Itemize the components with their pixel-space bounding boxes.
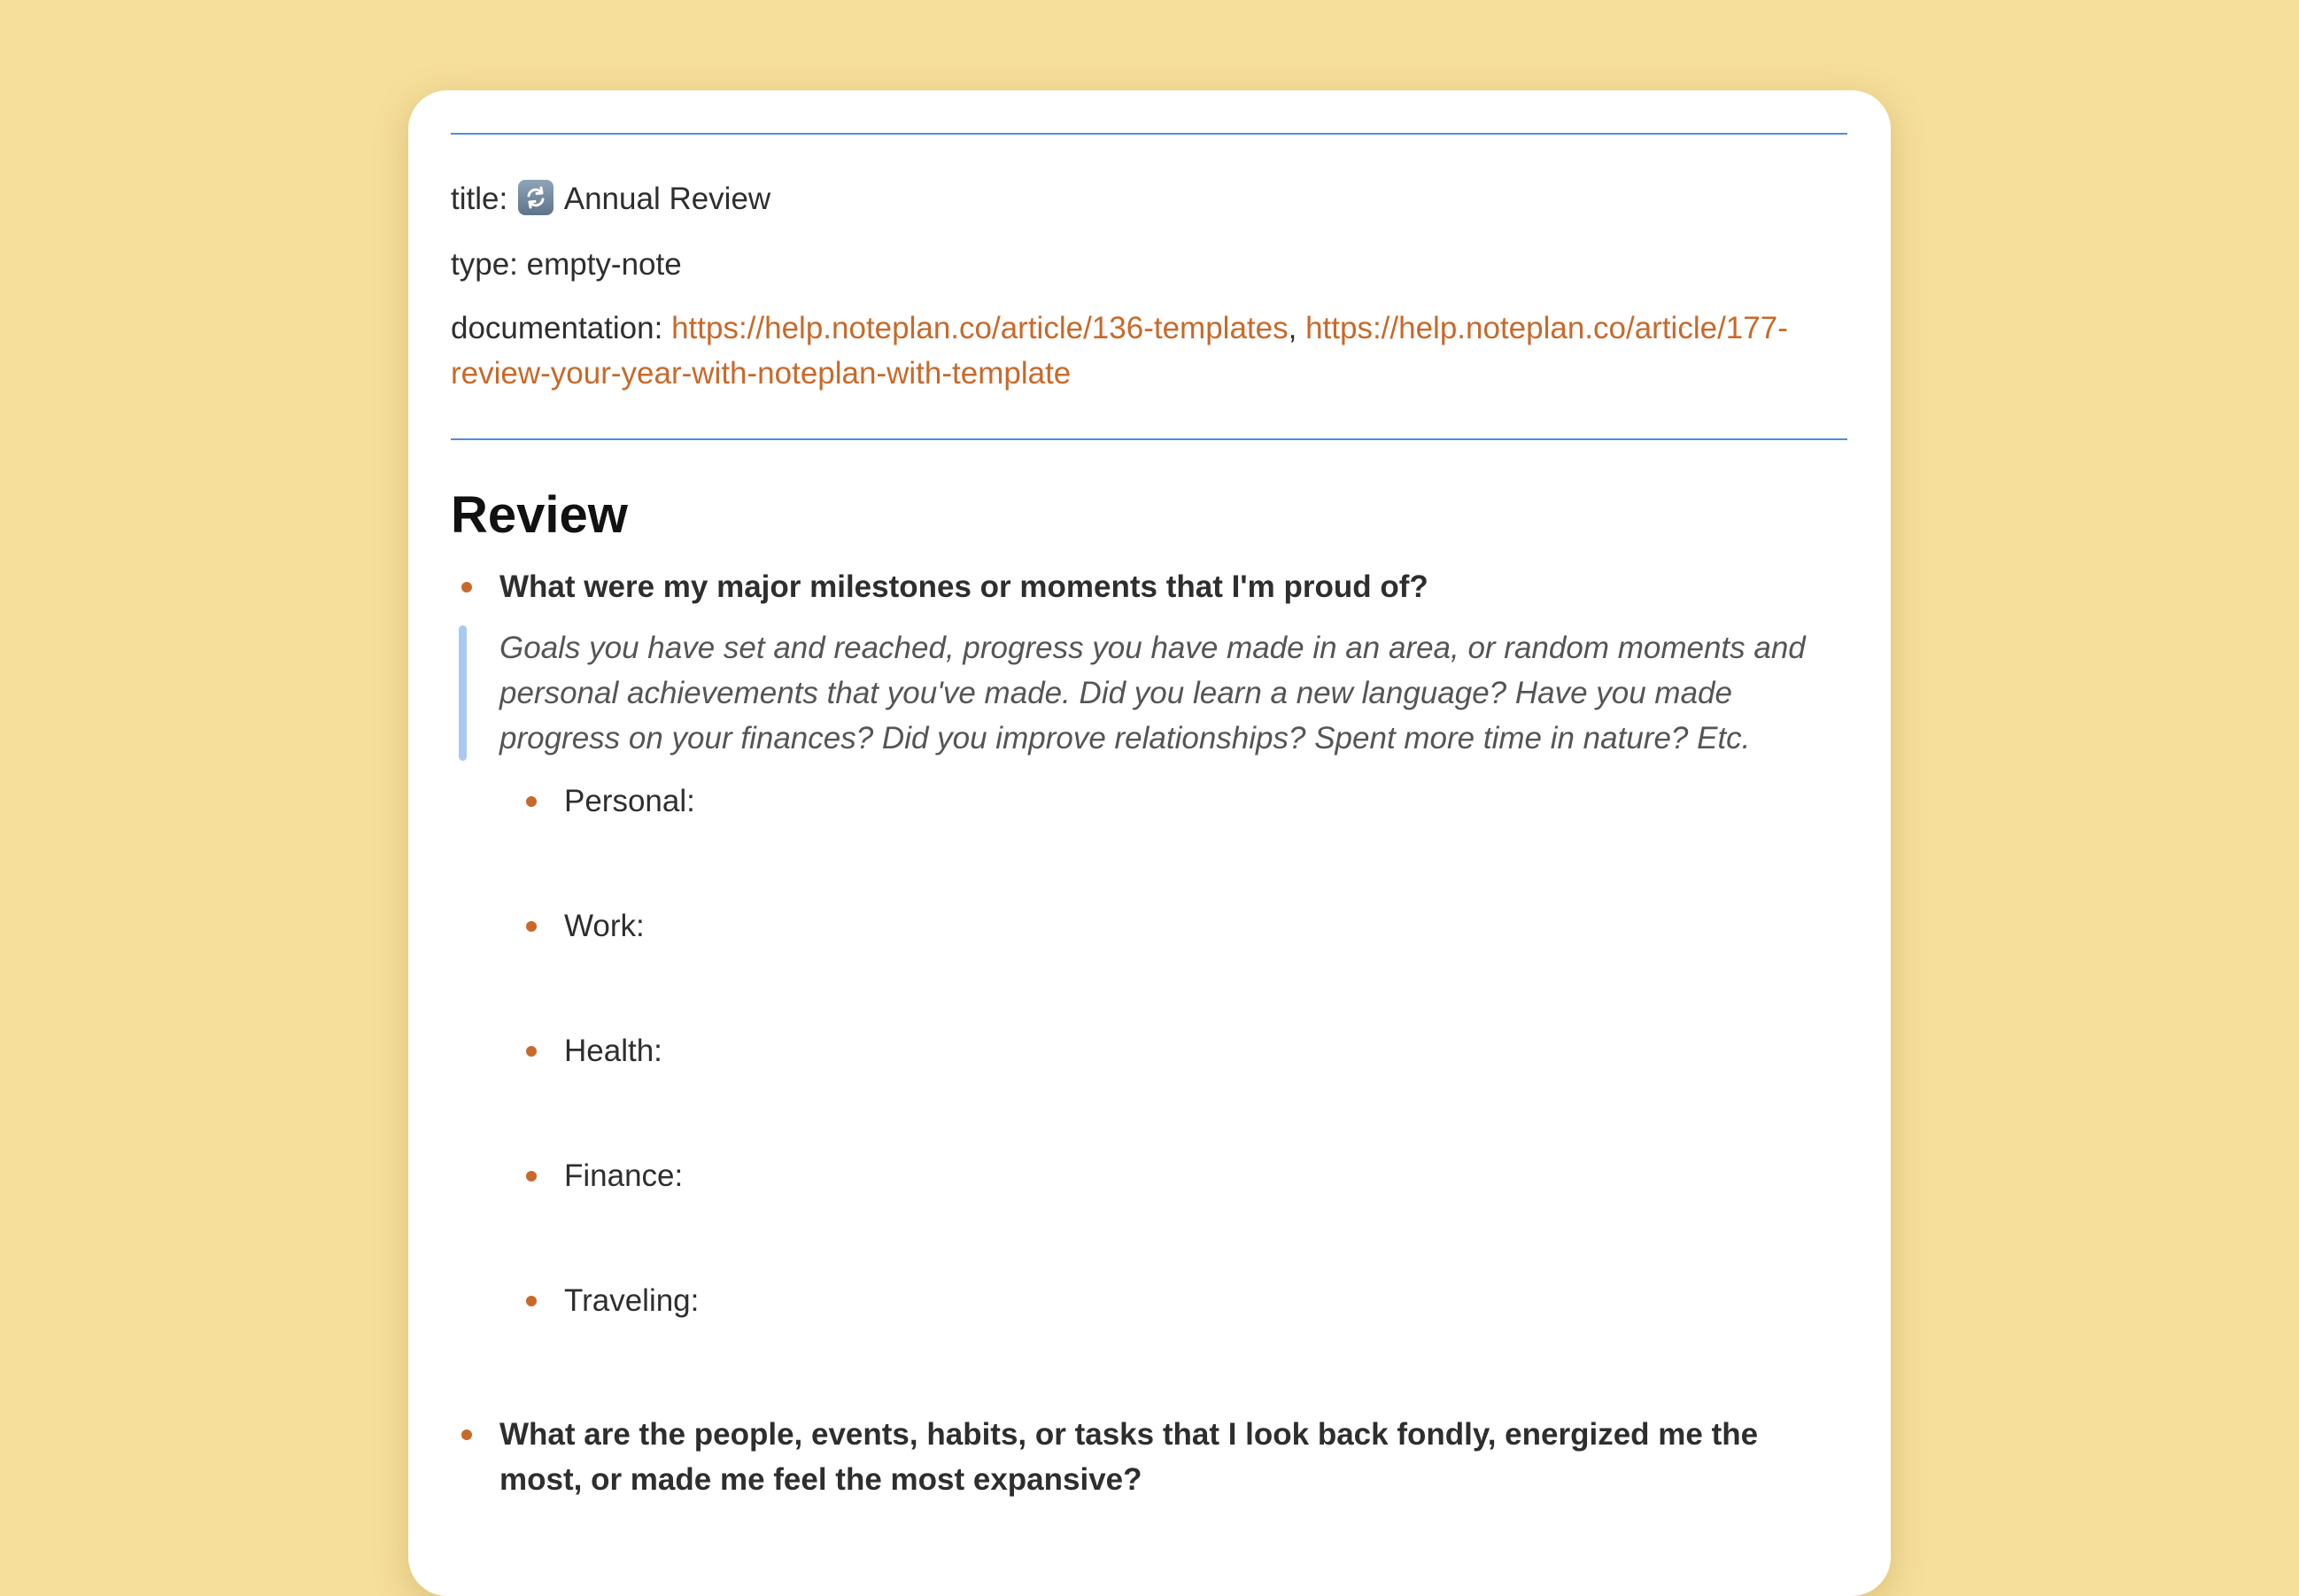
title-key: title: (451, 182, 508, 216)
bullet-icon (461, 582, 472, 593)
question-text: What are the people, events, habits, or tasks that I look back fondly, energized me the most, or made me feel the most expansive? (499, 1417, 1759, 1497)
question-bullet[interactable] (451, 564, 1847, 609)
link-separator: , (1288, 311, 1297, 345)
list-item-label: Finance: (564, 1158, 684, 1193)
milestone-categories-list (451, 779, 1847, 1323)
type-value: empty-note (526, 247, 682, 282)
quote-text: Goals you have set and reached, progress you have made in an area, or random moments and personal achievements that you've made. Did you learn a new language? Have you made progress on your finances? Did you improve relationships? Spent more time in nature? Etc. (499, 631, 1806, 755)
title-value: Annual Review (563, 182, 771, 216)
frontmatter-bottom-rule (451, 438, 1847, 440)
bullet-icon (526, 921, 537, 932)
quote-bar (459, 625, 467, 761)
list-item-label: Health: (564, 1034, 662, 1068)
bullet-icon (526, 1171, 537, 1182)
type-key: type: (451, 247, 518, 282)
note-editor-card (408, 90, 1891, 1596)
question-text: What were my major milestones or moments that I'm proud of? (499, 569, 1428, 604)
review-year-doc-link[interactable]: https://help.noteplan.co/article/177-review-your-year-with-noteplan-with-template (451, 311, 1788, 391)
list-item[interactable] (451, 903, 1847, 949)
list-item-label: Work: (564, 909, 645, 943)
documentation-key: documentation: (451, 311, 663, 345)
templates-doc-link[interactable]: https://help.noteplan.co/article/136-templates (671, 311, 1289, 345)
bullet-icon (526, 1296, 537, 1306)
list-item-label: Traveling: (564, 1283, 700, 1318)
list-item[interactable] (451, 779, 1847, 824)
question-hint-quote[interactable] (451, 625, 1847, 761)
question-bullet[interactable] (451, 1412, 1847, 1502)
frontmatter-top-rule (451, 133, 1847, 135)
section-heading[interactable]: Review (451, 486, 628, 544)
bullet-icon (526, 1046, 537, 1057)
bullet-icon (526, 796, 537, 807)
frontmatter-documentation-line[interactable] (451, 306, 1847, 396)
list-item-label: Personal: (564, 784, 695, 818)
frontmatter-title-line[interactable] (451, 176, 1847, 221)
list-item[interactable] (451, 1278, 1847, 1323)
list-item[interactable] (451, 1153, 1847, 1198)
bullet-icon (461, 1429, 472, 1440)
frontmatter-type-line[interactable] (451, 242, 1847, 287)
list-item[interactable] (451, 1028, 1847, 1073)
sync-arrows-icon (518, 180, 553, 215)
